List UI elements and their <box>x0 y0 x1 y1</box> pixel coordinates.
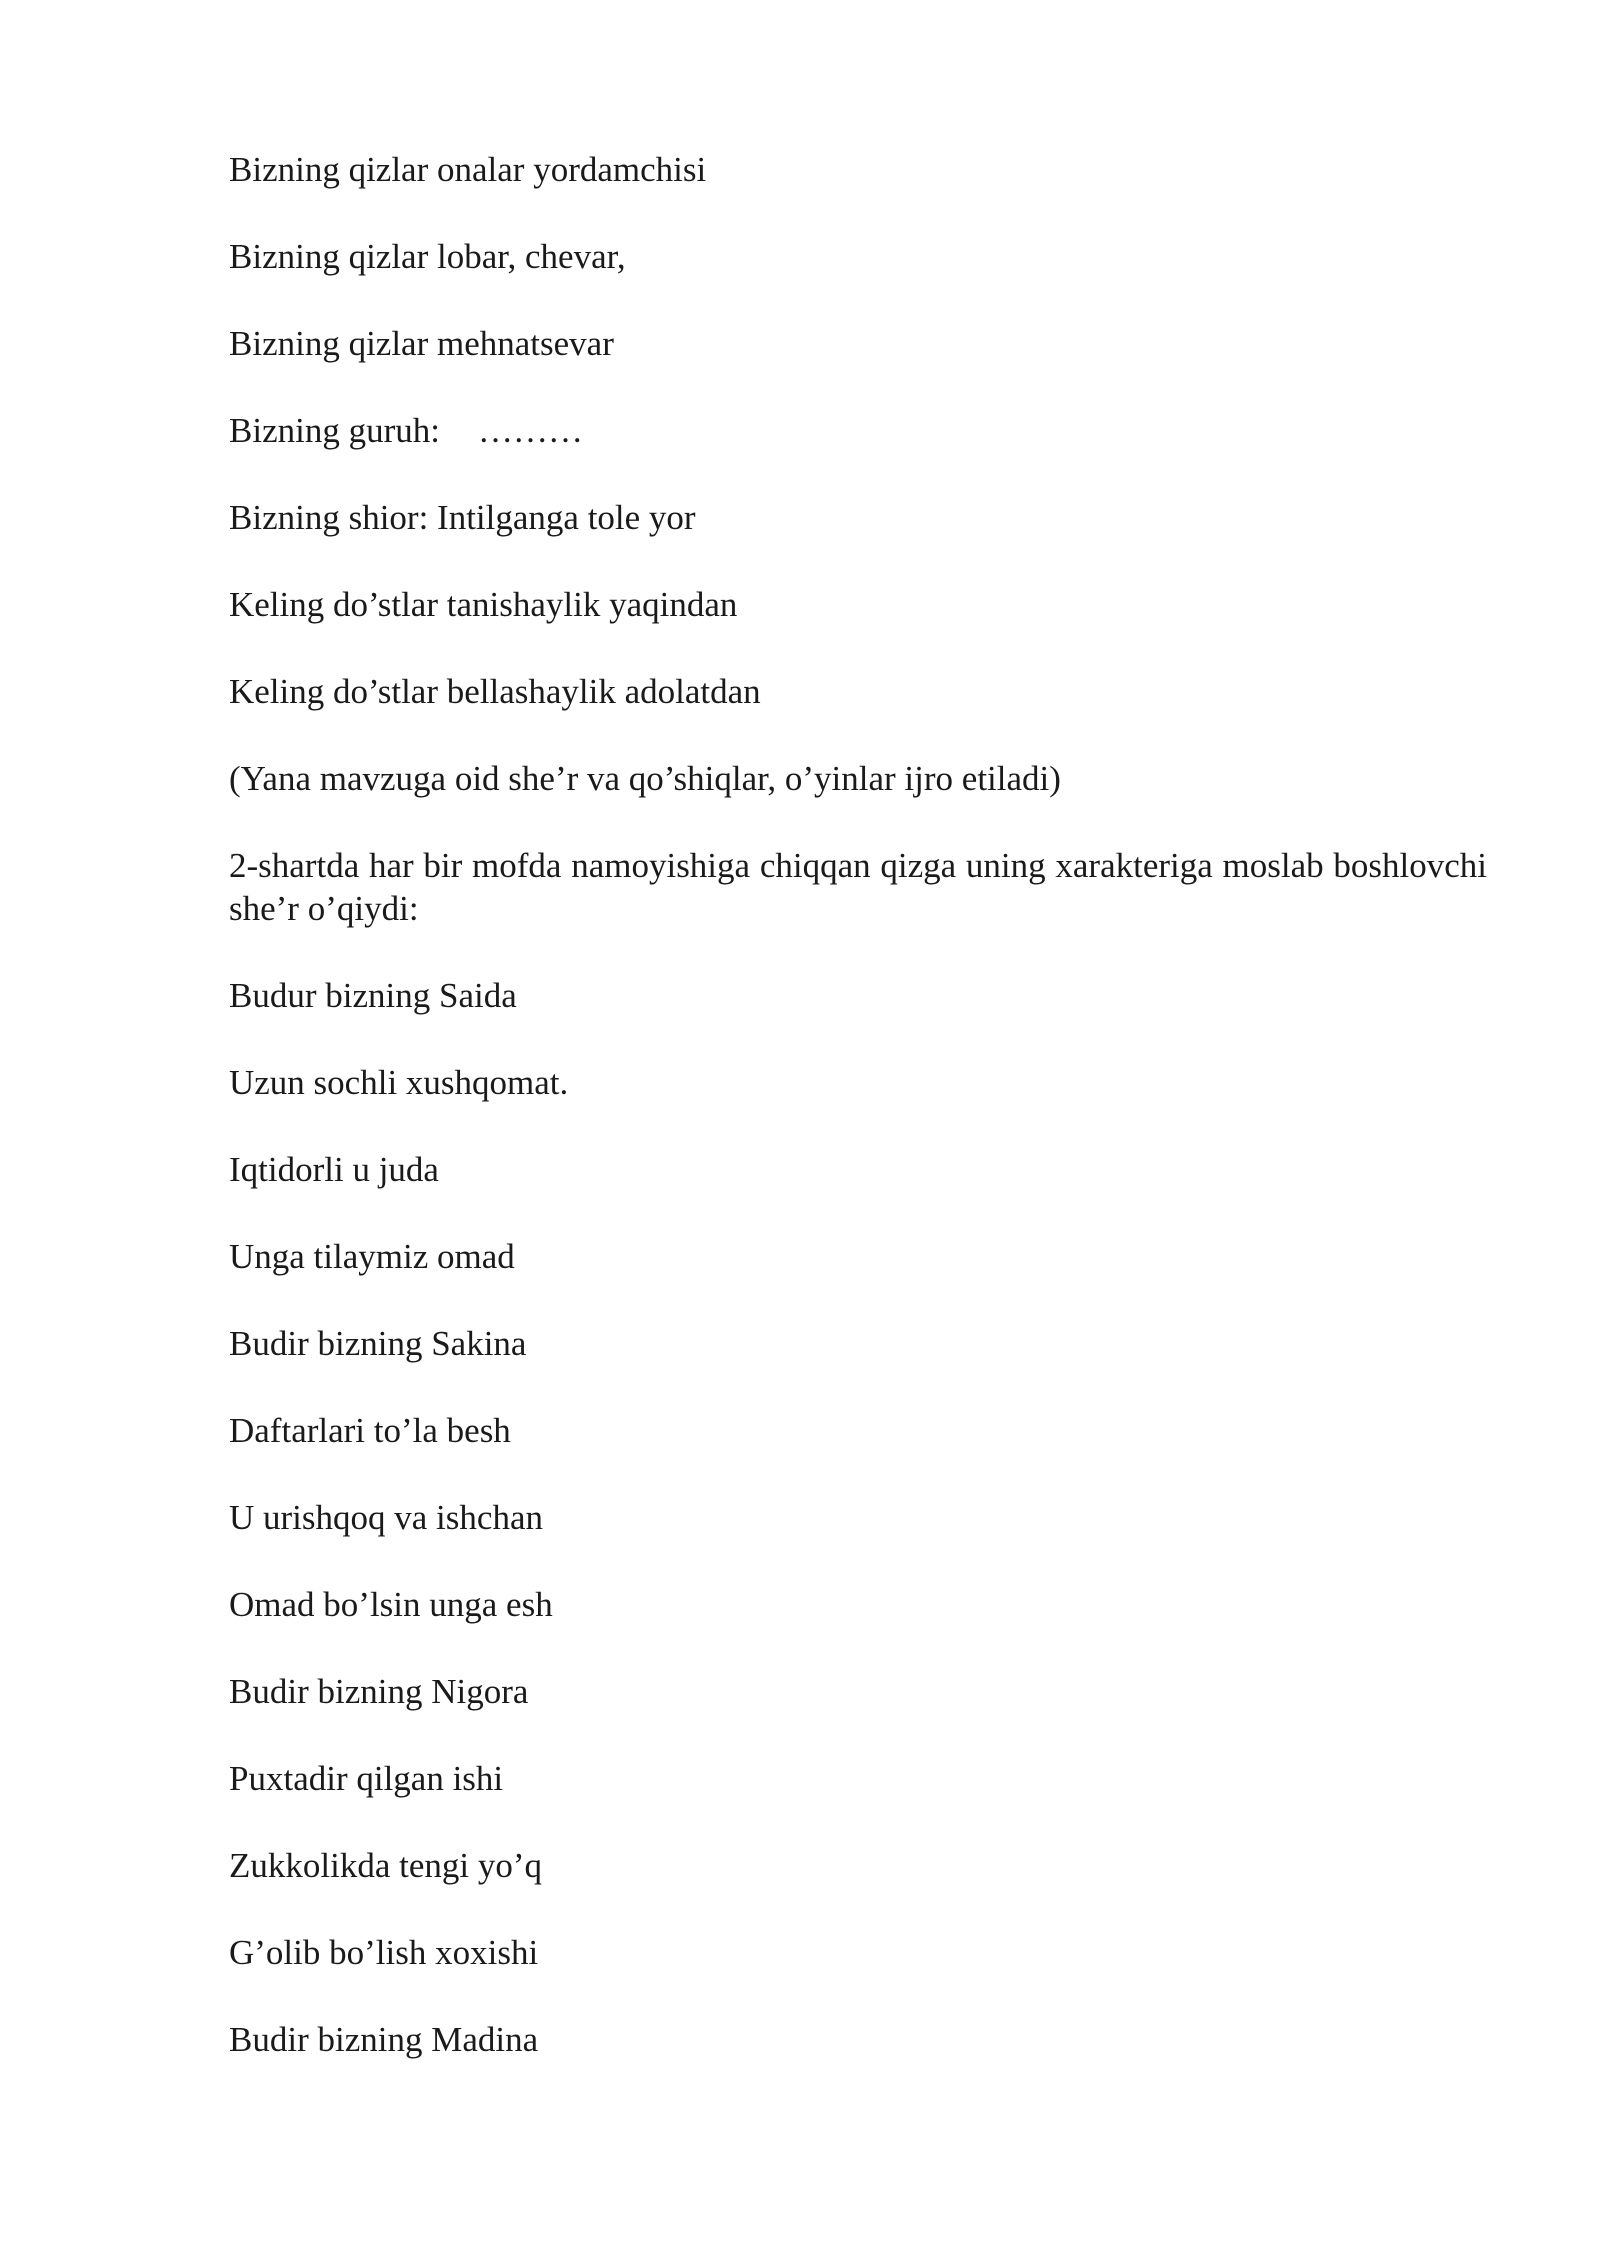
text-line: Keling do’stlar bellashaylik adolatdan <box>229 672 761 711</box>
poem-line: Budir bizning Nigora <box>229 1672 529 1711</box>
poem-line: Unga tilaymiz omad <box>229 1237 515 1276</box>
poem-line: U urishqoq va ishchan <box>229 1498 543 1537</box>
poem-line: Puxtadir qilgan ishi <box>229 1759 504 1798</box>
poem-line: G’olib bo’lish xoxishi <box>229 1933 539 1972</box>
document-body <box>229 148 1487 2105</box>
text-line: Bizning qizlar mehnatsevar <box>229 324 614 363</box>
group-line <box>229 409 1487 452</box>
poem-line: Omad bo’lsin unga esh <box>229 1585 553 1624</box>
text-line: Keling do’stlar tanishaylik yaqindan <box>229 585 738 624</box>
poem-line: Uzun sochli xushqomat. <box>229 1063 569 1102</box>
text-line: (Yana mavzuga oid she’r va qo’shiqlar, o’yinlar ijro etiladi) <box>229 759 1061 798</box>
poem-line: Budir bizning Madina <box>229 2020 539 2059</box>
poem-line: Budir bizning Sakina <box>229 1324 527 1363</box>
text-line: Bizning shior: Intilganga tole yor <box>229 498 696 537</box>
poem-line: Budur bizning Saida <box>229 976 517 1015</box>
poem-line: Iqtidorli u juda <box>229 1150 439 1189</box>
poem-line: Zukkolikda tengi yo’q <box>229 1846 543 1885</box>
group-label: Bizning guruh: <box>229 411 440 450</box>
instruction-paragraph: 2-shartda har bir mofda namoyishiga chiqqan qizga uning xarakteriga moslab boshlovchi she’r o’qiydi: <box>229 846 1487 928</box>
text-line: Bizning qizlar lobar, chevar, <box>229 237 626 276</box>
poem-line: Daftarlari to’la besh <box>229 1411 511 1450</box>
group-value: ……… <box>477 411 583 450</box>
text-line: Bizning qizlar onalar yordamchisi <box>229 150 707 189</box>
